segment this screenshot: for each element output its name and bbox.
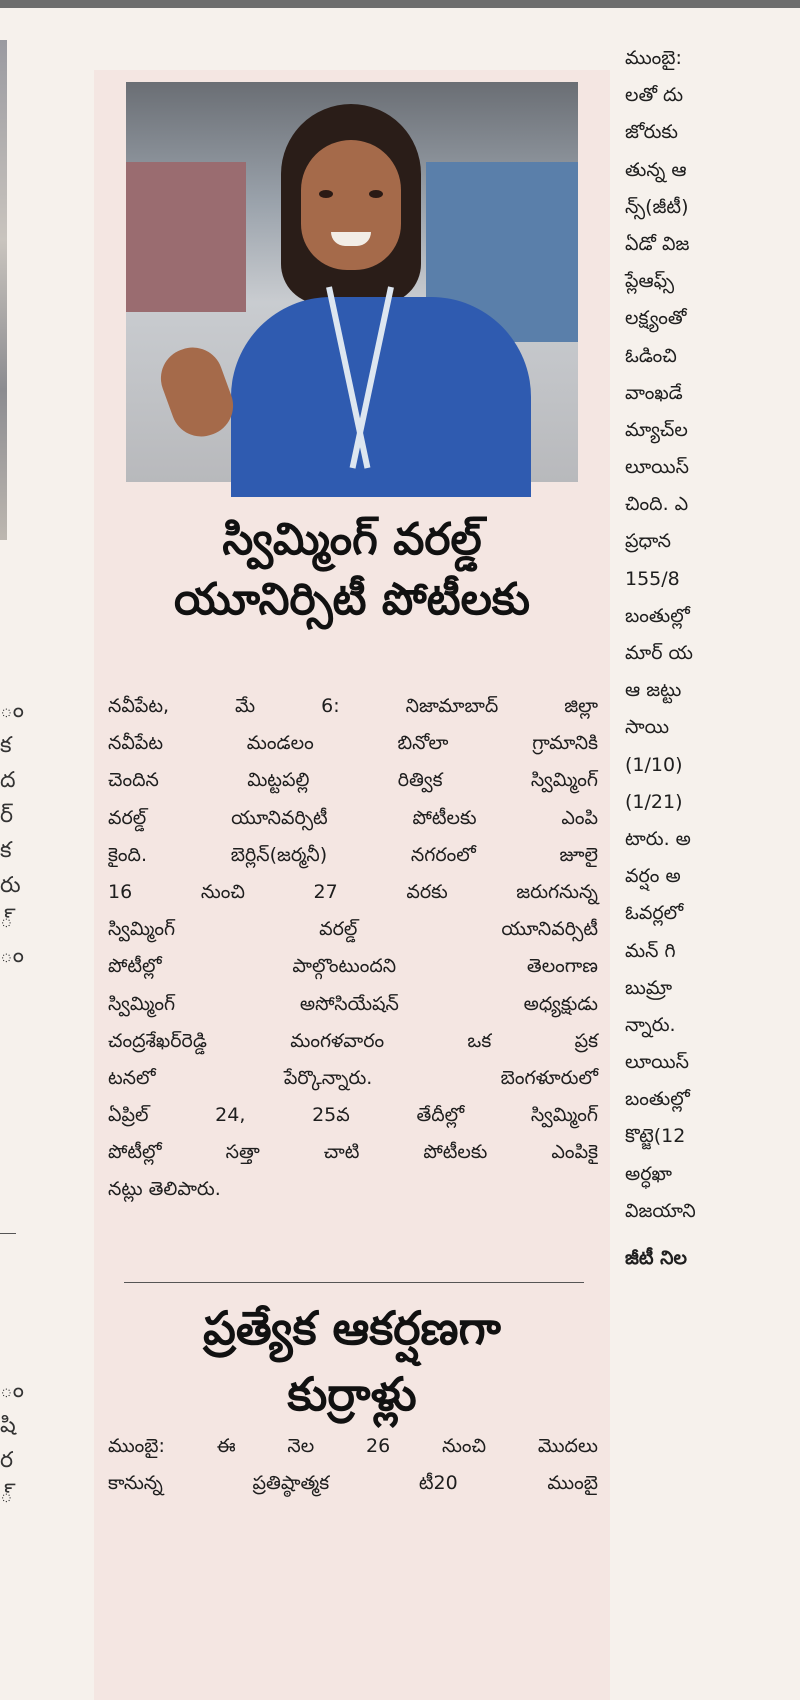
right-column-line: ఓడించి: [625, 344, 677, 367]
photo-right-eye: [369, 190, 383, 198]
article1-line: టనలో పేర్కొన్నారు. బెంగళూరులో: [108, 1066, 598, 1089]
left-fragment: రు: [0, 873, 21, 898]
right-column-line: (1/21): [625, 790, 683, 813]
left-fragment: ్: [0, 1483, 13, 1508]
right-column-line: లూయిస్: [625, 1051, 689, 1074]
article1-line: ఏప్రిల్ 24, 25వ తేదీల్లో స్విమ్మింగ్: [108, 1104, 598, 1127]
photo-face: [301, 140, 401, 270]
article1-line: 16 నుంచి 27 వరకు జరుగనున్న: [108, 880, 598, 903]
article1-headline: [94, 510, 610, 630]
article1-line: స్విమ్మింగ్ వరల్డ్ యూనివర్సిటీ: [108, 918, 598, 941]
right-column-line: ప్లేఆఫ్స్: [625, 270, 675, 293]
article1-headline-line: స్విమ్మింగ్ వరల్డ్: [222, 514, 482, 565]
right-column-line: లతో దు: [625, 84, 684, 107]
article1-line: వరల్డ్ యూనివర్సిటీ పోటీలకు ఎంపి: [108, 806, 598, 829]
article2-headline-line: కుర్రాళ్లు: [287, 1367, 417, 1421]
right-column-line: చింది. ఎ: [625, 493, 689, 516]
right-column-line: (1/10): [625, 753, 683, 776]
right-column-line: బంతుల్లో: [625, 604, 690, 627]
right-column-line: వాంఖడే: [625, 381, 683, 404]
left-fragment: క: [0, 838, 12, 863]
left-fragment: ర్: [0, 803, 14, 828]
left-text-fragments-bottom: [0, 1373, 24, 1513]
right-column-line: టారు. అ: [625, 827, 691, 850]
right-column-subhead: జీటీ నిల: [625, 1247, 687, 1269]
right-column-line: తున్న ఆ: [625, 158, 687, 181]
right-column-line: కొట్జె(12: [625, 1125, 686, 1148]
right-cropped-column: [625, 40, 800, 1700]
article1-line: చంద్రశేఖర్‌రెడ్డి మంగళవారం ఒక ప్రక: [108, 1029, 598, 1052]
right-column-line: ముంబై:: [625, 47, 682, 69]
article1-line: నవీపేట మండలం బినోలా గ్రామానికి: [108, 732, 598, 755]
right-column-line: న్స్(జీటీ): [625, 195, 689, 218]
right-column-line: లూయిస్: [625, 456, 689, 479]
right-column-line: మార్ య: [625, 642, 693, 664]
article1-line: నట్లు తెలిపారు.: [108, 1178, 221, 1201]
right-column-line: అర్ధఖా: [625, 1162, 672, 1185]
article1-body: [108, 688, 598, 1209]
right-column-line: ఓవర్లలో: [625, 902, 684, 925]
left-fragment: ద: [0, 768, 16, 793]
left-fragment: ్: [0, 908, 13, 933]
photo-background-panel: [126, 162, 246, 312]
article1-line: కైంది. బెర్లిన్(జర్మనీ) నగరంలో జూలై: [108, 843, 598, 866]
article1-headline-line: యూనిర్సిటీ పోటీలకు: [173, 574, 530, 625]
article2-line: ముంబై: ఈ నెల 26 నుంచి మొదలు: [108, 1435, 598, 1457]
left-fragment: ం: [0, 943, 24, 968]
article1-line: పోటీల్లో సత్తా చాటి పోటీలకు ఎంపికై: [108, 1141, 598, 1164]
article2-line: కానున్న ప్రతిష్ఠాత్మక టీ20 ముంబై: [108, 1472, 598, 1495]
right-column-line: ఆ జట్టు: [625, 679, 682, 702]
center-article-column: [94, 70, 610, 1700]
left-fragment: ర: [0, 1448, 14, 1473]
article1-line: చెందిన మిట్టపల్లి రిత్విక స్విమ్మింగ్: [108, 769, 598, 792]
left-fragment: షి: [0, 1413, 16, 1438]
top-edge-bar: [0, 0, 800, 8]
article2-headline-line: ప్రత్యేక ఆకర్షణగా: [203, 1301, 501, 1355]
photo-raised-hand: [152, 339, 241, 445]
right-column-line: సాయి: [625, 716, 670, 739]
left-cropped-column: [0, 8, 24, 1700]
right-column-line: న్నారు.: [625, 1013, 676, 1036]
right-column-line: మన్ గి: [625, 939, 676, 962]
right-column-line: బంతుల్లో: [625, 1088, 690, 1111]
left-fragment: ం: [0, 698, 24, 723]
right-column-line: మ్యాచ్‌ల: [625, 418, 688, 441]
right-column-line: వర్షం అ: [625, 865, 681, 888]
right-column-line: విజయాని: [625, 1199, 696, 1222]
article2-headline: [94, 1295, 610, 1427]
right-column-line: ప్రధాన: [625, 530, 672, 553]
photo-left-eye: [319, 190, 333, 198]
article2-body: [108, 1428, 598, 1502]
left-fragment: క: [0, 733, 12, 758]
left-text-fragments-top: [0, 693, 24, 973]
right-column-line: లక్ష్యంతో: [625, 307, 687, 330]
left-divider: [0, 1233, 16, 1234]
article1-line: స్విమ్మింగ్ అసోసియేషన్ అధ్యక్షుడు: [108, 992, 598, 1015]
right-column-line: 155/8: [625, 567, 680, 590]
swimmer-photo: [126, 82, 578, 482]
article1-line: పోటీల్లో పాల్గొంటుందని తెలంగాణ: [108, 955, 598, 978]
left-photo-fragment: [0, 40, 7, 540]
left-fragment: ం: [0, 1378, 24, 1403]
article1-line: నవీపేట, మే 6: నిజామాబాద్ జిల్లా: [108, 695, 598, 717]
right-column-line: జోరుకు: [625, 121, 678, 144]
article-divider: [124, 1282, 584, 1283]
right-column-line: ఏడో విజ: [625, 232, 690, 255]
right-column-line: బుమ్రా: [625, 976, 673, 999]
